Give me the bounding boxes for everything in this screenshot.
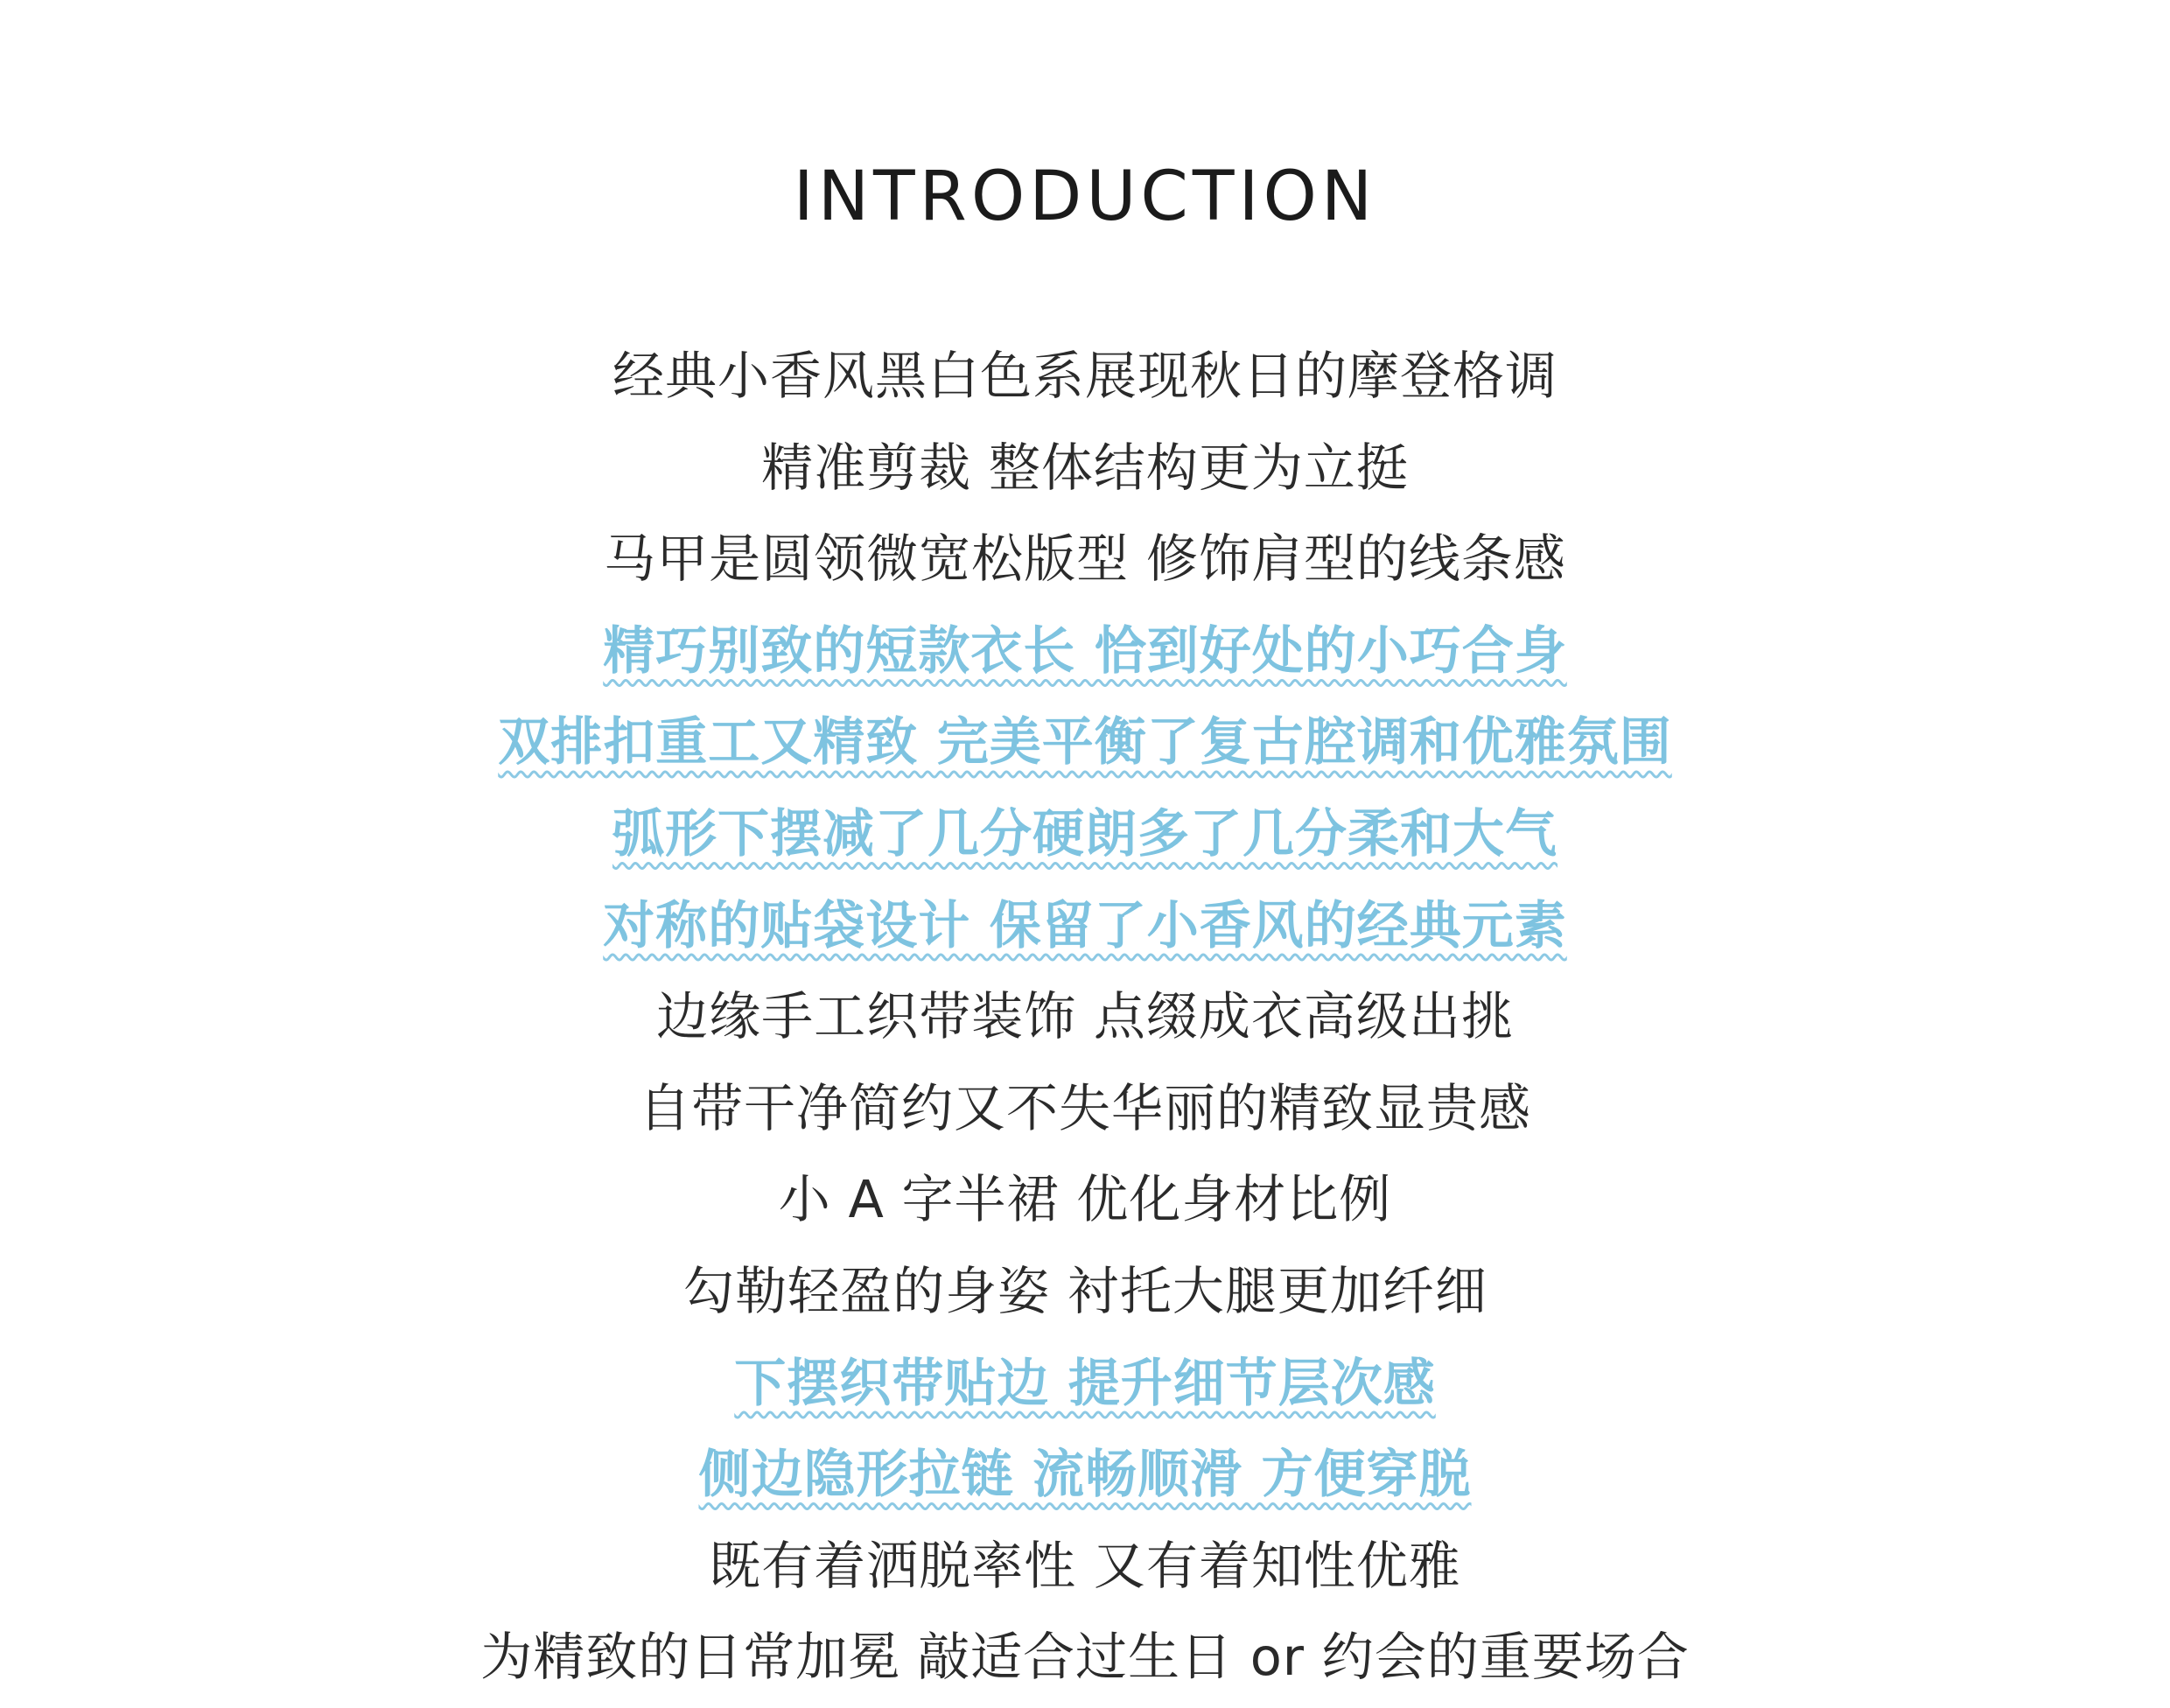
- highlight-text: 精巧别致的短款衣长 恰到好处的小巧合身: [603, 620, 1567, 681]
- highlight-text: 双排扣重工又精致 完美平衡了复古腔调和优雅氛围: [498, 711, 1672, 773]
- description-text: 马甲是圆领微宽松版型 修饰肩型的线条感: [604, 528, 1566, 590]
- description-line-1: [0, 331, 2170, 423]
- description-text: 为精致的日常加冕 敲适合过生日 or 约会的重要场合: [480, 1627, 1690, 1688]
- description-line-9: [0, 1063, 2170, 1155]
- highlight-text: 弧形下摆减了几分硬朗多了几分柔和大气: [612, 802, 1558, 864]
- highlight-line-7: [0, 880, 2170, 972]
- description-text: 自带干净简约又不失华丽的精致显贵感: [638, 1077, 1531, 1138]
- highlight-text: 侧边隐形拉链 流畅顺滑 方便穿脱: [698, 1444, 1472, 1505]
- description-text: 经典小香风黑白色系展现秋日的摩登格调: [612, 346, 1558, 406]
- description-lines: [0, 331, 2170, 1704]
- description-line-10: [0, 1154, 2170, 1246]
- highlight-line-4: [0, 606, 2170, 697]
- highlight-text: 对称的贴袋设计 保留了小香风的经典元素: [603, 894, 1567, 956]
- highlight-line-13: [0, 1429, 2170, 1521]
- description-text: 既有着洒脱率性 又有着知性优雅: [709, 1535, 1461, 1596]
- description-line-15: [0, 1612, 2170, 1704]
- description-line-11: [0, 1246, 2170, 1338]
- description-text: 边缘手工织带装饰 点缀成衣高级出挑: [656, 986, 1514, 1047]
- description-line-3: [0, 514, 2170, 606]
- highlight-line-6: [0, 788, 2170, 880]
- highlight-text: 下摆织带贴边 提升细节层次感: [734, 1352, 1436, 1413]
- highlight-line-5: [0, 696, 2170, 788]
- description-text: 小 A 字半裙 优化身材比例: [778, 1169, 1392, 1230]
- highlight-line-12: [0, 1338, 2170, 1430]
- description-text: 勾勒轻盈的身姿 衬托大腿更加纤细: [682, 1260, 1488, 1321]
- description-line-2: [0, 423, 2170, 514]
- description-line-8: [0, 971, 2170, 1063]
- page-title: INTRODUCTION: [793, 158, 1377, 236]
- description-text: 精准剪裁 整体结构更为立挺: [761, 437, 1409, 498]
- description-line-14: [0, 1521, 2170, 1613]
